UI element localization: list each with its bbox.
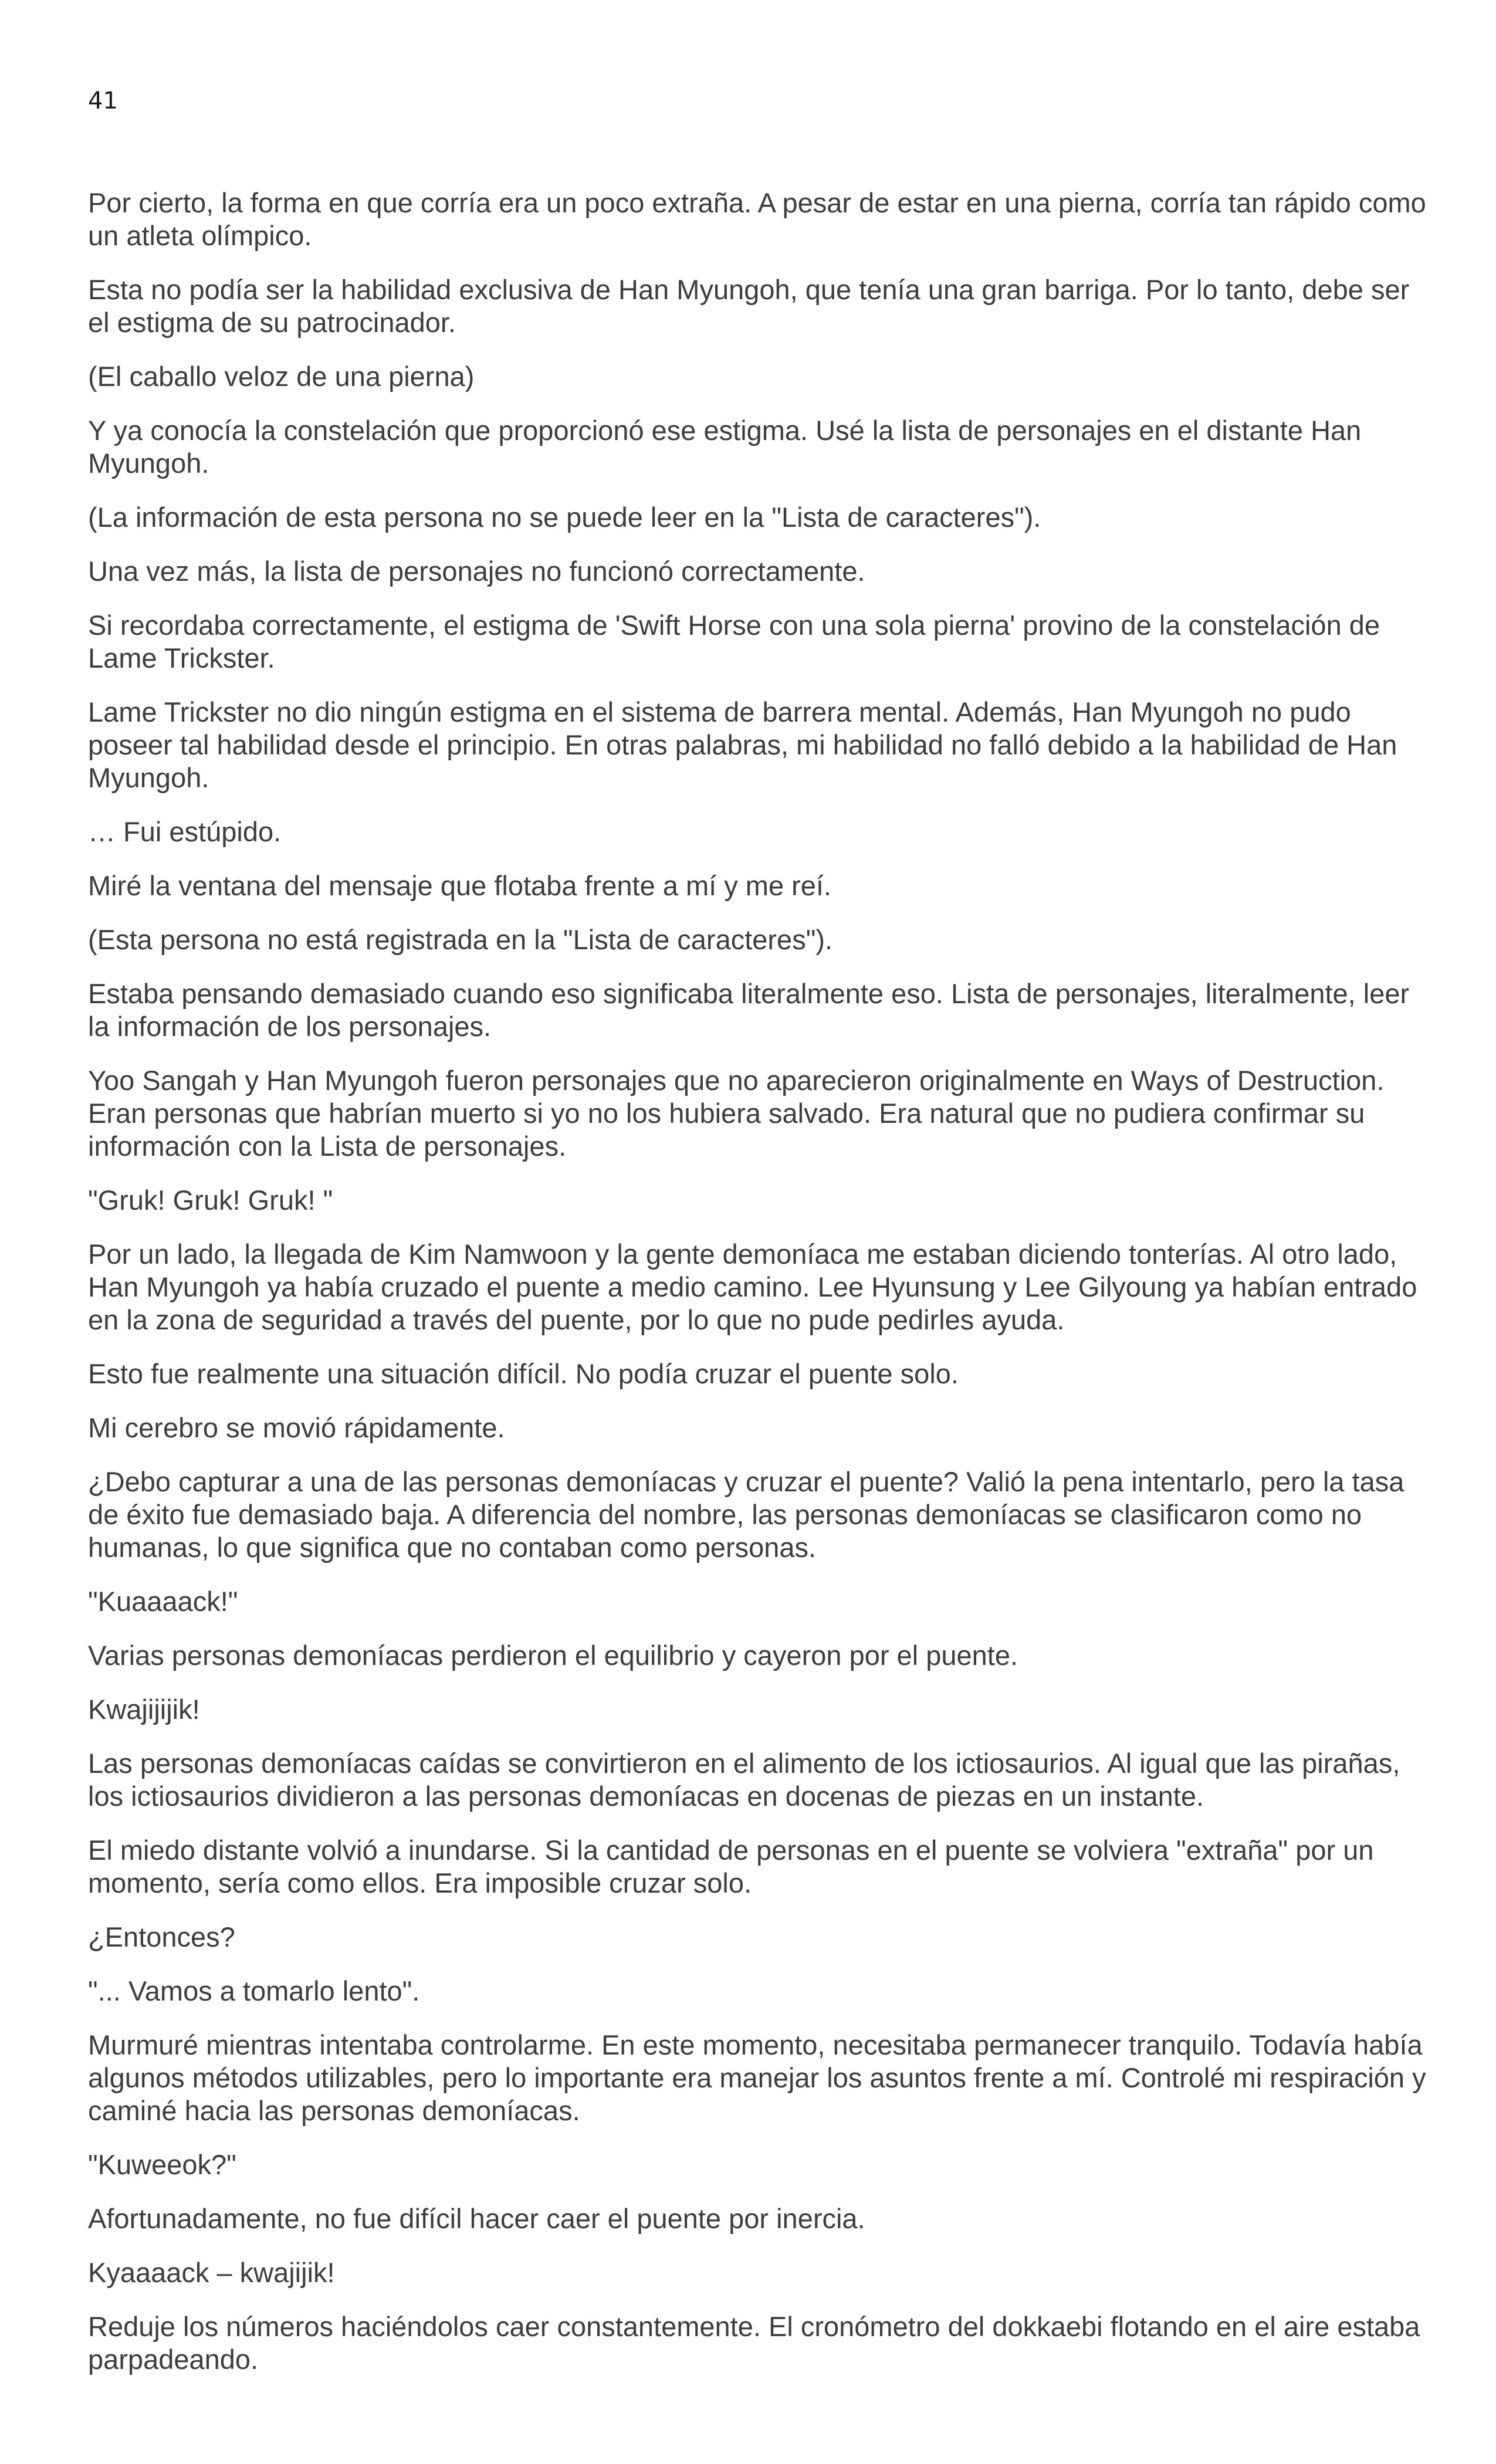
paragraph: (Esta persona no está registrada en la "Lista de caracteres").: [88, 924, 833, 955]
paragraph: Por un lado, la llegada de Kim Namwoon y la gente demoníaca me estaban diciendo tonterías. Al otro lado, Han Myungoh ya había cruzado el puente a medio camino. Lee Hyunsung y Lee Gilyoung ya habían entrado en la zona de seguridad a través del puente, por lo que no pude pedirles ayuda.: [88, 1238, 1417, 1335]
paragraph: ¿Debo capturar a una de las personas demoníacas y cruzar el puente? Valió la pena intentarlo, pero la tasa de éxito fue demasiado baja. A diferencia del nombre, las personas demoníacas se clasificaron como no humanas, lo que significa que no contaban como personas.: [88, 1466, 1404, 1563]
paragraph: Varias personas demoníacas perdieron el equilibrio y cayeron por el puente.: [88, 1640, 1018, 1671]
paragraph: Mi cerebro se movió rápidamente.: [88, 1412, 505, 1443]
paragraph: Lame Trickster no dio ningún estigma en el sistema de barrera mental. Además, Han Myungoh no pudo poseer tal habilidad desde el principio. En otras palabras, mi habilidad no falló debido a la habilidad de Han Myungoh.: [88, 696, 1397, 793]
paragraph: Esta no podía ser la habilidad exclusiva de Han Myungoh, que tenía una gran barriga. Por lo tanto, debe ser el estigma de su patrocinador.: [88, 274, 1410, 338]
paragraph: ¿Entonces?: [88, 1921, 235, 1952]
paragraph: Yoo Sangah y Han Myungoh fueron personajes que no aparecieron originalmente en Ways of Destruction. Eran personas que habrían muerto si yo no los hubiera salvado. Era natural que no pudiera confirmar su información con la Lista de personajes.: [88, 1065, 1385, 1162]
paragraph: Esto fue realmente una situación difícil. No podía cruzar el puente solo.: [88, 1358, 959, 1389]
paragraph: El miedo distante volvió a inundarse. Si la cantidad de personas en el puente se volviera "extraña" por un momento, sería como ellos. Era imposible cruzar solo.: [88, 1835, 1374, 1898]
paragraph: Estaba pensando demasiado cuando eso significaba literalmente eso. Lista de personajes, literalmente, leer la información de los personajes.: [88, 978, 1410, 1042]
paragraph: Miré la ventana del mensaje que flotaba frente a mí y me reí.: [88, 870, 832, 901]
paragraph: "Gruk! Gruk! Gruk! ": [88, 1184, 333, 1216]
paragraph: "... Vamos a tomarlo lento".: [88, 1975, 420, 2006]
paragraph: "Kuaaaack!": [88, 1586, 238, 1617]
paragraph: Las personas demoníacas caídas se convirtieron en el alimento de los ictiosaurios. Al igual que las pirañas, los ictiosaurios dividieron a las personas demoníacas en docenas de piezas en un instante.: [88, 1748, 1400, 1812]
paragraph: "Kuweeok?": [88, 2149, 236, 2180]
paragraph: Una vez más, la lista de personajes no funcionó correctamente.: [88, 556, 865, 587]
paragraph: Y ya conocía la constelación que proporcionó ese estigma. Usé la lista de personajes en el distante Han Myungoh.: [88, 415, 1362, 479]
page-number: 41: [88, 87, 118, 114]
paragraph: Afortunadamente, no fue difícil hacer caer el puente por inercia.: [88, 2203, 865, 2234]
paragraph: Kwajijijik!: [88, 1694, 200, 1725]
paragraph: Si recordaba correctamente, el estigma de 'Swift Horse con una sola pierna' provino de la constelación de Lame Trickster.: [88, 610, 1380, 673]
paragraph: (El caballo veloz de una pierna): [88, 361, 475, 392]
paragraph: Kyaaaack – kwajijik!: [88, 2257, 335, 2288]
paragraph: Por cierto, la forma en que corría era un poco extraña. A pesar de estar en una pierna, corría tan rápido como un atleta olímpico.: [88, 187, 1426, 251]
paragraph: Reduje los números haciéndolos caer constantemente. El cronómetro del dokkaebi flotando en el aire estaba parpadeando.: [88, 2311, 1420, 2375]
paragraph: Murmuré mientras intentaba controlarme. En este momento, necesitaba permanecer tranquilo. Todavía había algunos métodos utilizables, pero lo importante era manejar los asuntos frente a mí. Controlé mi respiración y caminé hacia las personas demoníacas.: [88, 2029, 1426, 2126]
paragraph: (La información de esta persona no se puede leer en la "Lista de caracteres").: [88, 502, 1041, 533]
body-text: [88, 187, 1431, 2397]
paragraph: … Fui estúpido.: [88, 816, 282, 847]
